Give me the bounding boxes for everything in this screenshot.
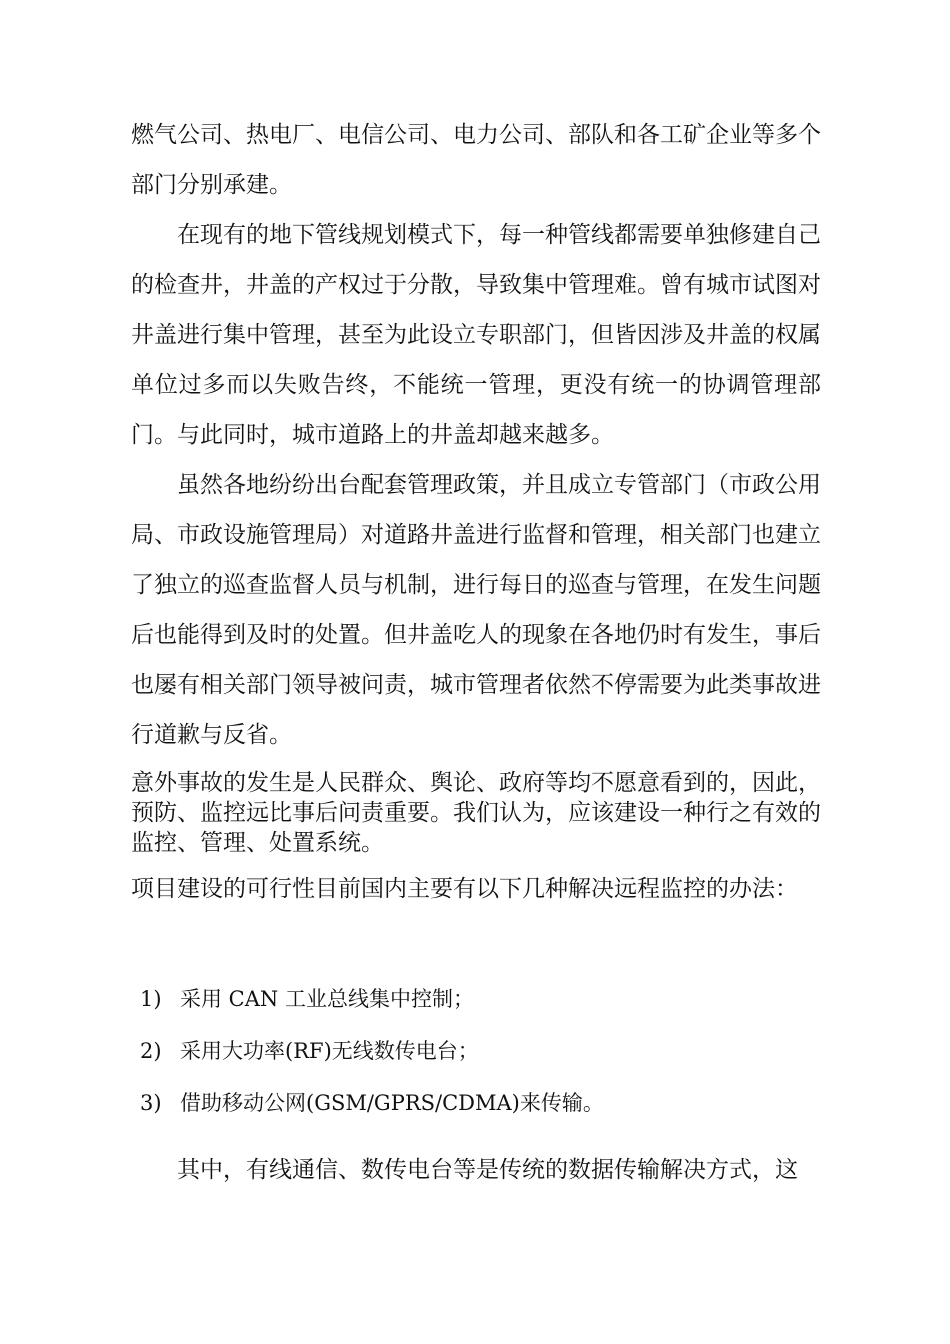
list-item — [140, 1036, 820, 1088]
list-item-number: 1) — [140, 987, 162, 1011]
paragraph: 燃气公司、热电厂、电信公司、电力公司、部队和各工矿企业等多个部门分别承建。 — [131, 122, 821, 198]
paragraph: 意外事故的发生是人民群众、舆论、政府等均不愿意看到的，因此，预防、监控远比事后问责重要。我们认为，应该建设一种行之有效的监控、管理、处置系统。 — [131, 770, 821, 856]
paragraph: 项目建设的可行性目前国内主要有以下几种解决远程监控的办法： — [131, 876, 798, 902]
paragraph: 其中，有线通信、数传电台等是传统的数据传输解决方式，这 — [177, 1157, 798, 1183]
list-item-text: 借助移动公网(GSM/GPRS/CDMA)来传输。 — [180, 1091, 604, 1115]
list-item — [140, 1088, 820, 1140]
paragraph: 虽然各地纷纷出台配套管理政策，并且成立专管部门（市政公用局、市政设施管理局）对道路井盖进行监督和管理，相关部门也建立了独立的巡查监督人员与机制，进行每日的巡查与管理，在发生问题后也能得到及时的处置。但井盖吃人的现象在各地仍时有发生，事后也屡有相关部门领导被问责，城市管理者依然不停需要为此类事故进行道歉与反省。 — [131, 472, 821, 748]
list-item-number: 2) — [140, 1039, 162, 1063]
list-item-number: 3) — [140, 1091, 162, 1115]
numbered-list — [140, 984, 820, 1140]
list-item — [140, 984, 820, 1036]
list-item-text: 采用 CAN 工业总线集中控制； — [180, 987, 474, 1011]
paragraph: 在现有的地下管线规划模式下，每一种管线都需要单独修建自己的检查井，井盖的产权过于分散，导致集中管理难。曾有城市试图对井盖进行集中管理，甚至为此设立专职部门，但皆因涉及井盖的权属单位过多而以失败告终，不能统一管理，更没有统一的协调管理部门。与此同时，城市道路上的井盖却越来越多。 — [131, 222, 821, 448]
list-item-text: 采用大功率(RF)无线数传电台； — [180, 1039, 479, 1063]
